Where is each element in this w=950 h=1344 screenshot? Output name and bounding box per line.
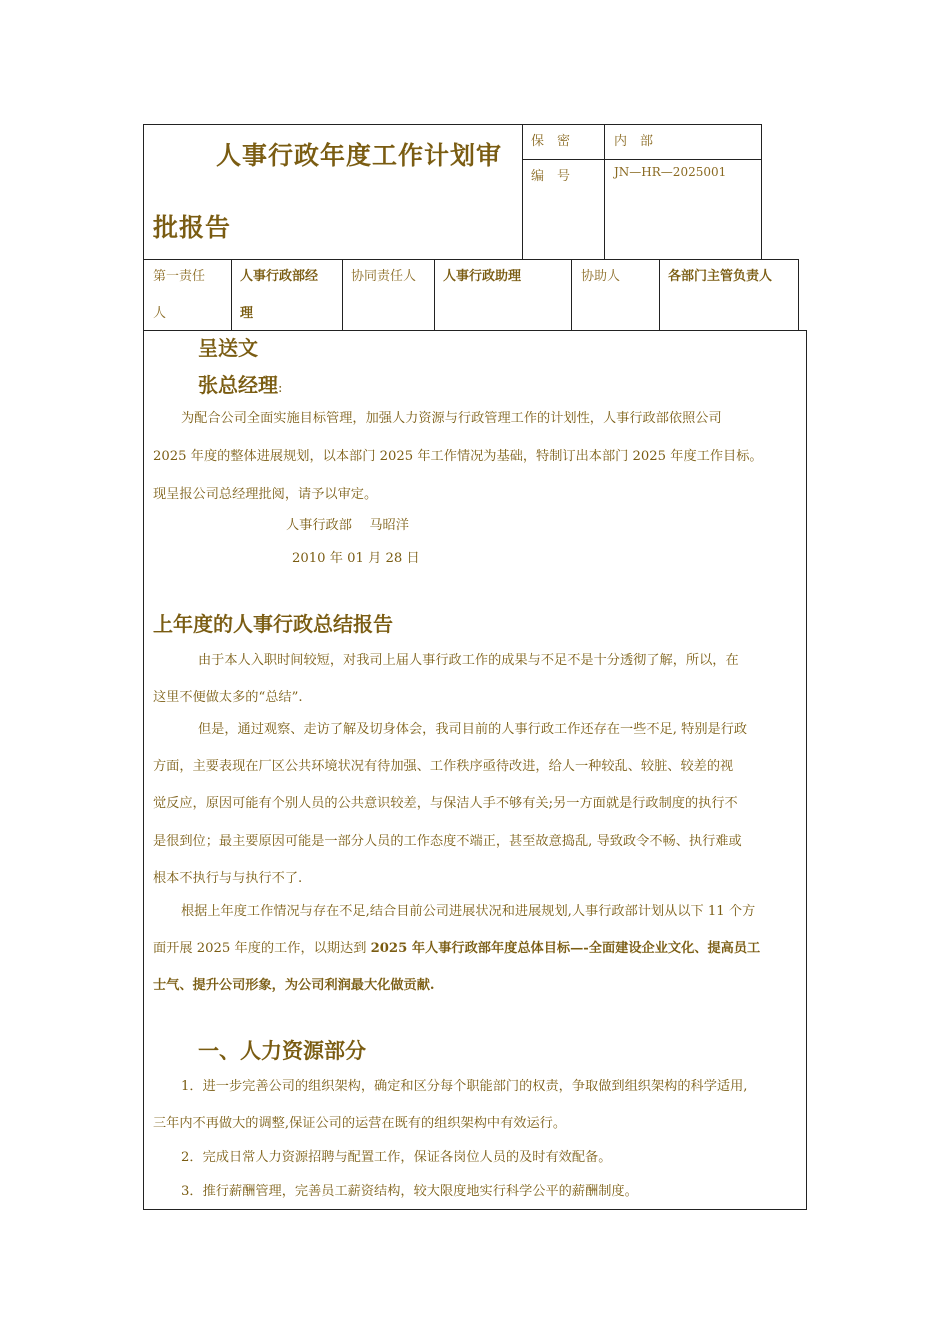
first-responsible-value: 人事行政部经 <box>240 269 319 284</box>
hr-section-heading: 一、人力资源部分 <box>198 1038 366 1063</box>
salutation-name: 张总经理 <box>198 373 278 397</box>
co-responsible-label: 协同责任人 <box>351 269 417 284</box>
salutation-colon: : <box>278 381 283 396</box>
table-border <box>143 124 144 1210</box>
memo-paragraph: 2025 年度的整体进展规划，以本部门 2025 年工作情况为基础，特制订出本部门 2025 年度工作目标。 <box>153 449 763 464</box>
secret-value: 内 部 <box>614 134 654 149</box>
table-border <box>143 124 762 125</box>
table-border <box>522 159 762 160</box>
memo-heading: 呈送文 <box>198 336 258 360</box>
summary-paragraph: 但是，通过观察、走访了解及切身体会，我司目前的人事行政工作还存在一些不足, 特别是行政 <box>198 722 748 737</box>
summary-goal: 士气、提升公司形象，为公司利润最大化做贡献. <box>153 978 435 993</box>
first-responsible-label-cont: 人 <box>153 306 167 321</box>
first-responsible-value-cont: 理 <box>240 306 254 321</box>
summary-heading: 上年度的人事行政总结报告 <box>153 612 393 636</box>
table-border <box>434 259 435 330</box>
hr-item: 3．推行薪酬管理，完善员工薪资结构，较大限度地实行科学公平的薪酬制度。 <box>181 1184 638 1199</box>
assistant-value: 各部门主管负责人 <box>668 269 773 284</box>
summary-text: 面开展 2025 年度的工作，以期达到 <box>153 941 371 956</box>
summary-paragraph: 根据上年度工作情况与存在不足,结合目前公司进展状况和进展规划,人事行政部计划从以下 11 个方 <box>181 904 756 919</box>
summary-paragraph <box>153 937 760 956</box>
memo-paragraph: 现呈报公司总经理批阅，请予以审定。 <box>153 487 378 502</box>
memo-date: 2010 年 01 月 28 日 <box>292 551 420 566</box>
table-border <box>806 330 807 1210</box>
summary-paragraph: 根本不执行与与执行不了. <box>153 871 303 886</box>
table-border <box>143 330 807 331</box>
hr-item: 三年内不再做大的调整,保证公司的运营在既有的组织架构中有效运行。 <box>153 1116 567 1131</box>
table-border <box>231 259 232 330</box>
secret-label: 保 密 <box>531 134 571 149</box>
summary-paragraph: 这里不便做太多的“总结”. <box>153 690 303 705</box>
summary-paragraph: 方面，主要表现在厂区公共环境状况有待加强、工作秩序亟待改进，给人一种较乱、较脏、较差的视 <box>153 759 734 774</box>
number-label: 编 号 <box>531 169 571 184</box>
table-border <box>761 124 762 259</box>
co-responsible-value: 人事行政助理 <box>443 269 522 284</box>
first-responsible-label: 第一责任 <box>153 269 206 284</box>
table-border <box>571 259 572 330</box>
hr-item: 2．完成日常人力资源招聘与配置工作，保证各岗位人员的及时有效配备。 <box>181 1150 612 1165</box>
assistant-label: 协助人 <box>581 269 621 284</box>
table-border <box>604 124 605 259</box>
memo-paragraph: 为配合公司全面实施目标管理，加强人力资源与行政管理工作的计划性，人事行政部依照公司 <box>181 411 722 426</box>
table-border <box>342 259 343 330</box>
memo-salutation <box>198 369 282 398</box>
hr-item: 1．进一步完善公司的组织架构，确定和区分每个职能部门的权责，争取做到组织架构的科学适用, <box>181 1079 748 1094</box>
summary-goal: 2025 年人事行政部年度总体目标—-全面建设企业文化、提高员工 <box>370 941 761 956</box>
table-border <box>659 259 660 330</box>
memo-signature: 人事行政部 马昭洋 <box>286 518 409 533</box>
document-title: 人事行政年度工作计划审 <box>216 141 503 170</box>
table-border <box>143 259 799 260</box>
document-number: JN—HR—2025001 <box>614 165 727 179</box>
table-border <box>522 124 523 259</box>
table-border <box>798 259 799 330</box>
summary-paragraph: 由于本人入职时间较短，对我司上届人事行政工作的成果与不足不是十分透彻了解，所以，在 <box>198 653 739 668</box>
table-border <box>143 1209 807 1210</box>
summary-paragraph: 是很到位；最主要原因可能是一部分人员的工作态度不端正，甚至故意捣乱, 导致政令不畅、执行难或 <box>153 834 742 849</box>
summary-paragraph: 觉反应，原因可能有个别人员的公共意识较差，与保洁人手不够有关;另一方面就是行政制度的执行不 <box>153 796 738 811</box>
document-title-continued: 批报告 <box>153 213 232 242</box>
